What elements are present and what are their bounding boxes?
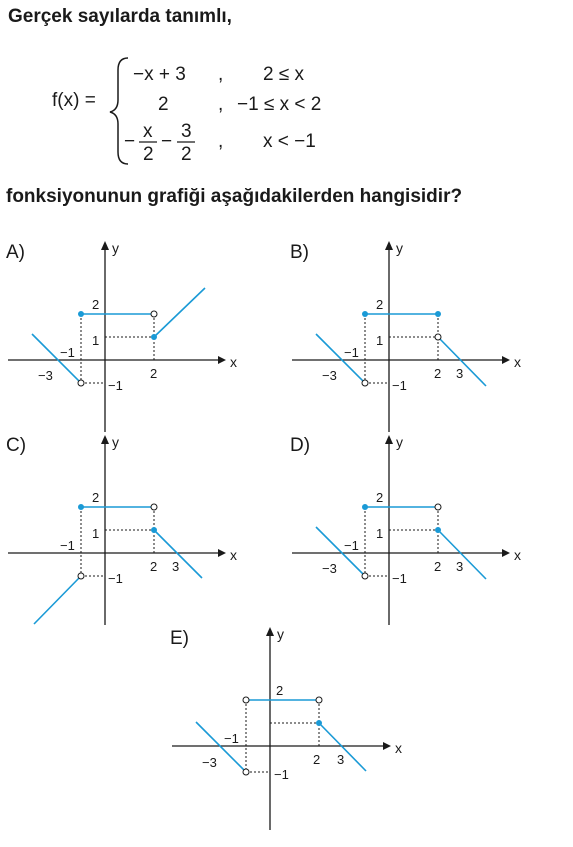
tick-y-minus-1: −1 [108,378,123,393]
case-3-cond: x < −1 [263,131,316,152]
closed-point [435,527,441,533]
open-point [243,769,249,775]
tick-y-1: 1 [376,526,384,541]
open-point [316,697,322,703]
x-axis-arrow-icon [218,549,226,557]
tick-y-minus-1: −1 [108,571,123,586]
tick-x-3: 3 [456,559,464,574]
option-e-label[interactable]: E) [170,628,189,649]
tick-x-2: 2 [150,559,158,574]
tick-x-minus-3: −3 [38,368,53,383]
y-axis-arrow-icon [385,435,393,444]
option-a-label[interactable]: A) [6,242,25,263]
tick-y-2: 2 [376,297,384,312]
case-2-cond: −1 ≤ x < 2 [237,94,322,115]
option-d-graph[interactable] [292,434,521,625]
x-axis-label: x [230,547,237,563]
tick-x-2: 2 [434,366,442,381]
option-c-label[interactable]: C) [6,435,27,456]
tick-y-minus-1: −1 [392,571,407,586]
y-axis-label: y [277,626,284,642]
y-axis-label: y [396,240,403,256]
x-axis-arrow-icon [502,356,510,364]
tick-y-2: 2 [92,490,100,505]
tick-x-2: 2 [150,366,158,381]
y-axis-arrow-icon [101,241,109,250]
closed-point [78,311,84,317]
option-b-label[interactable]: B) [290,242,309,263]
case-1-cond: 2 ≤ x [263,64,305,85]
problem-intro: Gerçek sayılarda tanımlı, [8,6,232,27]
x-axis-label: x [514,547,521,563]
x-axis-label: x [230,354,237,370]
case-3-den-1: 2 [143,144,154,165]
option-c-graph[interactable] [8,434,237,625]
x-axis-arrow-icon [383,742,391,750]
tick-y-1: 1 [92,333,100,348]
tick-y-2: 2 [92,297,100,312]
tick-x-minus-1: −1 [60,538,75,553]
x-axis-arrow-icon [502,549,510,557]
case-3-den-2: 2 [181,144,192,165]
closed-point [151,334,157,340]
y-axis-label: y [112,240,119,256]
x-axis-arrow-icon [218,356,226,364]
y-axis-arrow-icon [266,627,274,636]
closed-point [362,504,368,510]
open-point [362,573,368,579]
tick-x-minus-3: −3 [322,368,337,383]
tick-x-3: 3 [456,366,464,381]
open-point [435,334,441,340]
tick-y-minus-1: −1 [392,378,407,393]
option-d-label[interactable]: D) [290,435,311,456]
x-axis-label: x [514,354,521,370]
option-a-graph[interactable] [8,240,237,432]
case-1-expr: −x + 3 [133,64,186,85]
tick-y-1: 1 [376,333,384,348]
closed-point [78,504,84,510]
tick-x-minus-3: −3 [322,561,337,576]
open-point [78,573,84,579]
open-point [151,504,157,510]
case-2-sep: , [218,94,224,115]
closed-point [316,720,322,726]
case-3-leading-minus: − [124,131,136,152]
closed-point [151,527,157,533]
case-3-sep: , [218,131,224,152]
open-point [78,380,84,386]
tick-x-minus-1: −1 [224,731,239,746]
tick-x-minus-1: −1 [344,345,359,360]
case-3-num-1: x [143,121,153,142]
closed-point [435,311,441,317]
case-3-num-2: 3 [181,121,192,142]
tick-x-2: 2 [313,752,321,767]
open-point [243,697,249,703]
y-axis-label: y [112,434,119,450]
tick-y-minus-1: −1 [274,767,289,782]
closed-point [362,311,368,317]
tick-x-3: 3 [337,752,345,767]
case-2-expr: 2 [158,94,169,115]
open-point [151,311,157,317]
graph-segment [34,576,81,624]
question-text: fonksiyonunun grafiği aşağıdakilerden hangisidir? [6,186,463,207]
tick-y-2: 2 [276,683,284,698]
y-axis-arrow-icon [101,435,109,444]
tick-x-3: 3 [172,559,180,574]
tick-x-minus-1: −1 [344,538,359,553]
tick-y-2: 2 [376,490,384,505]
tick-x-minus-1: −1 [60,345,75,360]
case-1-sep: , [218,64,224,85]
open-point [435,504,441,510]
x-axis-label: x [395,740,402,756]
function-definition [52,58,321,165]
y-axis-label: y [396,434,403,450]
function-lhs: f(x) = [52,90,96,111]
y-axis-arrow-icon [385,241,393,250]
case-3-minus: − [161,131,173,152]
tick-x-2: 2 [434,559,442,574]
option-e-graph[interactable] [172,626,402,830]
option-b-graph[interactable] [292,240,521,432]
tick-y-1: 1 [92,526,100,541]
tick-x-minus-3: −3 [202,755,217,770]
open-point [362,380,368,386]
graph-segment [154,288,205,337]
